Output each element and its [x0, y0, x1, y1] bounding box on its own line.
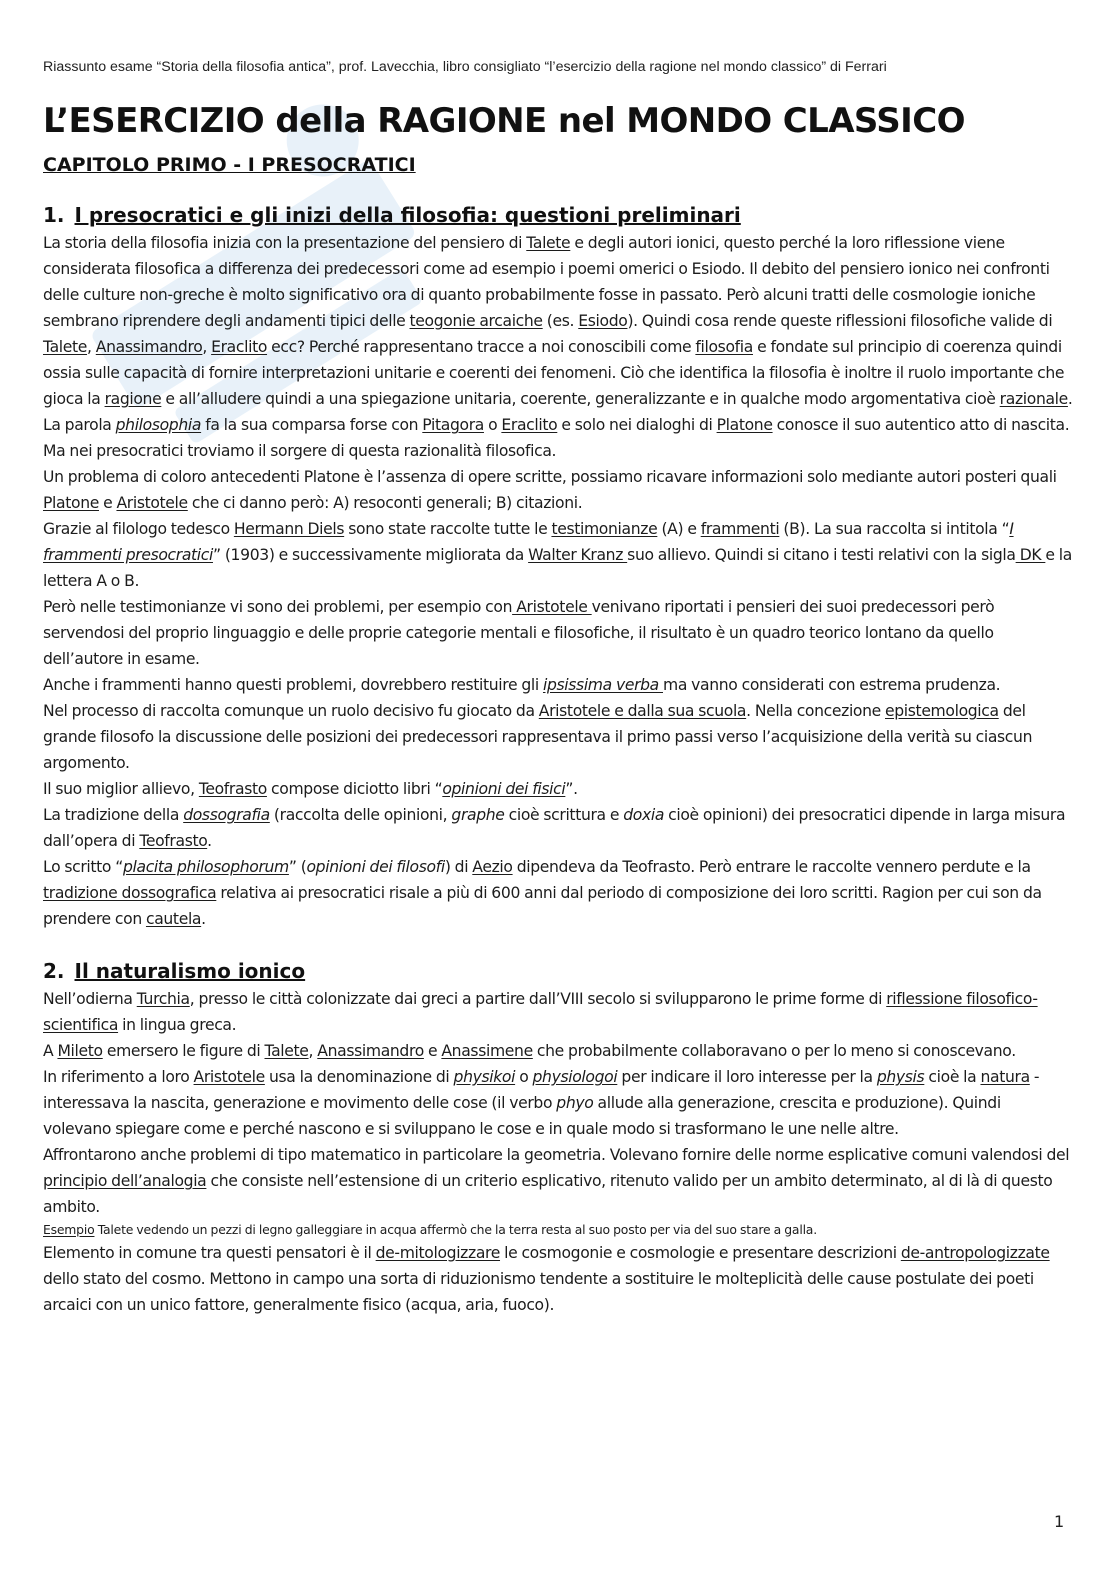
section-number: 2.	[43, 959, 65, 983]
section-title: I presocratici e gli inizi della filosofia: questioni preliminari	[74, 203, 741, 227]
paragraph: Affrontarono anche problemi di tipo matematico in particolare la geometria. Volevano fornire delle norme esplicative comuni valendosi del principio dell’analogia che consiste nell’estensione di un criterio esplicativo, ritenuto valido per un ambito determinato, al di là di questo ambito.	[43, 1146, 1070, 1216]
example-note: Esempio Talete vedendo un pezzi di legno galleggiare in acqua affermò che la terra resta al suo posto per via del suo stare a galla.	[43, 1222, 817, 1237]
section-number: 1.	[43, 203, 65, 227]
paragraph: Lo scritto “placita philosophorum” (opinioni dei filosofi) di Aezio dipendeva da Teofrasto. Però entrare le raccolte vennero perdute e la tradizione dossografica relativa ai presocratici risale a più di 600 anni dal periodo di composizione dei loro scritti. Ragion per cui son da prendere con cautela.	[43, 858, 1042, 928]
paragraph: Nel processo di raccolta comunque un ruolo decisivo fu giocato da Aristotele e dalla sua scuola. Nella concezione epistemologica del grande filosofo la discussione delle posizioni dei predecessori rappresentava il primo passi verso l’acquisizione della verità su ciascun argomento.	[43, 702, 1033, 772]
paragraph: Un problema di coloro antecedenti Platone è l’assenza di opere scritte, possiamo ricavare informazioni solo mediante autori posteri quali Platone e Aristotele che ci danno però: A) resoconti generali; B) citazioni.	[43, 468, 1057, 512]
paragraph: La storia della filosofia inizia con la presentazione del pensiero di Talete e degli autori ionici, questo perché la loro riflessione viene considerata filosofica a differenza dei predecessori come ad esempio i poemi omerici o Esiodo. Il debito del pensiero ionico nei confronti delle culture non-greche è molto significativo ora di quanto probabilmente fosse in passato. Però alcuni tratti delle cosmologie ioniche sembrano riprendere degli andamenti tipici delle teogonie arcaiche (es. Esiodo). Quindi cosa rende queste riflessioni filosofiche valide di Talete, Anassimandro, Eraclito ecc? Perché rappresentano tracce a noi conoscibili come filosofia e fondate sul principio di coerenza quindi ossia sulle capacità di fornire interpretazioni unitarie e coerenti dei fenomeni. Ciò che identifica la filosofia è inoltre il ruolo importante che gioca la ragione e all’alludere quindi a una spiegazione unitaria, coerente, generalizzante e in qualche modo argomentativa cioè razionale.	[43, 234, 1073, 408]
chapter-heading: CAPITOLO PRIMO - I PRESOCRATICI	[43, 154, 416, 176]
document-header: Riassunto esame “Storia della filosofia antica”, prof. Lavecchia, libro consigliato “l’esercizio della ragione nel mondo classico” di Ferrari	[43, 59, 887, 75]
paragraph: In riferimento a loro Aristotele usa la denominazione di physikoi o physiologoi per indicare il loro interesse per la physis cioè la natura - interessava la nascita, generazione e movimento delle cose (il verbo phyo allude alla generazione, crescita e produzione). Quindi volevano spiegare come e perché nascono e si sviluppano le cose e in quale modo si trasformano le une nelle altre.	[43, 1068, 1040, 1138]
section-1-body	[43, 230, 1073, 932]
section-title: Il naturalismo ionico	[74, 959, 306, 983]
paragraph: La parola philosophia fa la sua comparsa forse con Pitagora o Eraclito e solo nei dialoghi di Platone conosce il suo autentico atto di nascita. Ma nei presocratici troviamo il sorgere di questa razionalità filosofica.	[43, 416, 1070, 460]
paragraph: Il suo miglior allievo, Teofrasto compose diciotto libri “opinioni dei fisici”.	[43, 780, 578, 798]
paragraph: Nell’odierna Turchia, presso le città colonizzate dai greci a partire dall’VIII secolo si svilupparono le prime forme di riflessione filosofico-scientifica in lingua greca.	[43, 990, 1038, 1034]
paragraph: Elemento in comune tra questi pensatori è il de-mitologizzare le cosmogonie e cosmologie e presentare descrizioni de-antropologizzate dello stato del cosmo. Mettono in campo una sorta di riduzionismo tendente a sostituire le molteplicità delle cause postulate dei poeti arcaici con un unico fattore, generalmente fisico (acqua, aria, fuoco).	[43, 1244, 1050, 1314]
paragraph: Grazie al filologo tedesco Hermann Diels sono state raccolte tutte le testimonianze (A) e frammenti (B). La sua raccolta si intitola “I frammenti presocratici” (1903) e successivamente migliorata da Walter Kranz suo allievo. Quindi si citano i testi relativi con la sigla DK e la lettera A o B.	[43, 520, 1072, 590]
paragraph: A Mileto emersero le figure di Talete, Anassimandro e Anassimene che probabilmente collaboravano o per lo meno si conoscevano.	[43, 1042, 1016, 1060]
paragraph: Anche i frammenti hanno questi problemi, dovrebbero restituire gli ipsissima verba ma vanno considerati con estrema prudenza.	[43, 676, 1001, 694]
section-2-heading	[43, 956, 1073, 986]
section-1-heading	[43, 200, 1073, 230]
paragraph: Però nelle testimonianze vi sono dei problemi, per esempio con Aristotele venivano riportati i pensieri dei suoi predecessori però servendosi del proprio linguaggio e delle proprie categorie mentali e filosofiche, il risultato è un quadro teorico lontano da quello dell’autore in esame.	[43, 598, 995, 668]
document-title: L’ESERCIZIO della RAGIONE nel MONDO CLASSICO	[43, 101, 965, 141]
paragraph: La tradizione della dossografia (raccolta delle opinioni, graphe cioè scrittura e doxia cioè opinioni) dei presocratici dipende in larga misura dall’opera di Teofrasto.	[43, 806, 1066, 850]
page-number: 1	[1054, 1512, 1065, 1531]
document-page	[43, 56, 1073, 1318]
section-2-body	[43, 986, 1073, 1318]
